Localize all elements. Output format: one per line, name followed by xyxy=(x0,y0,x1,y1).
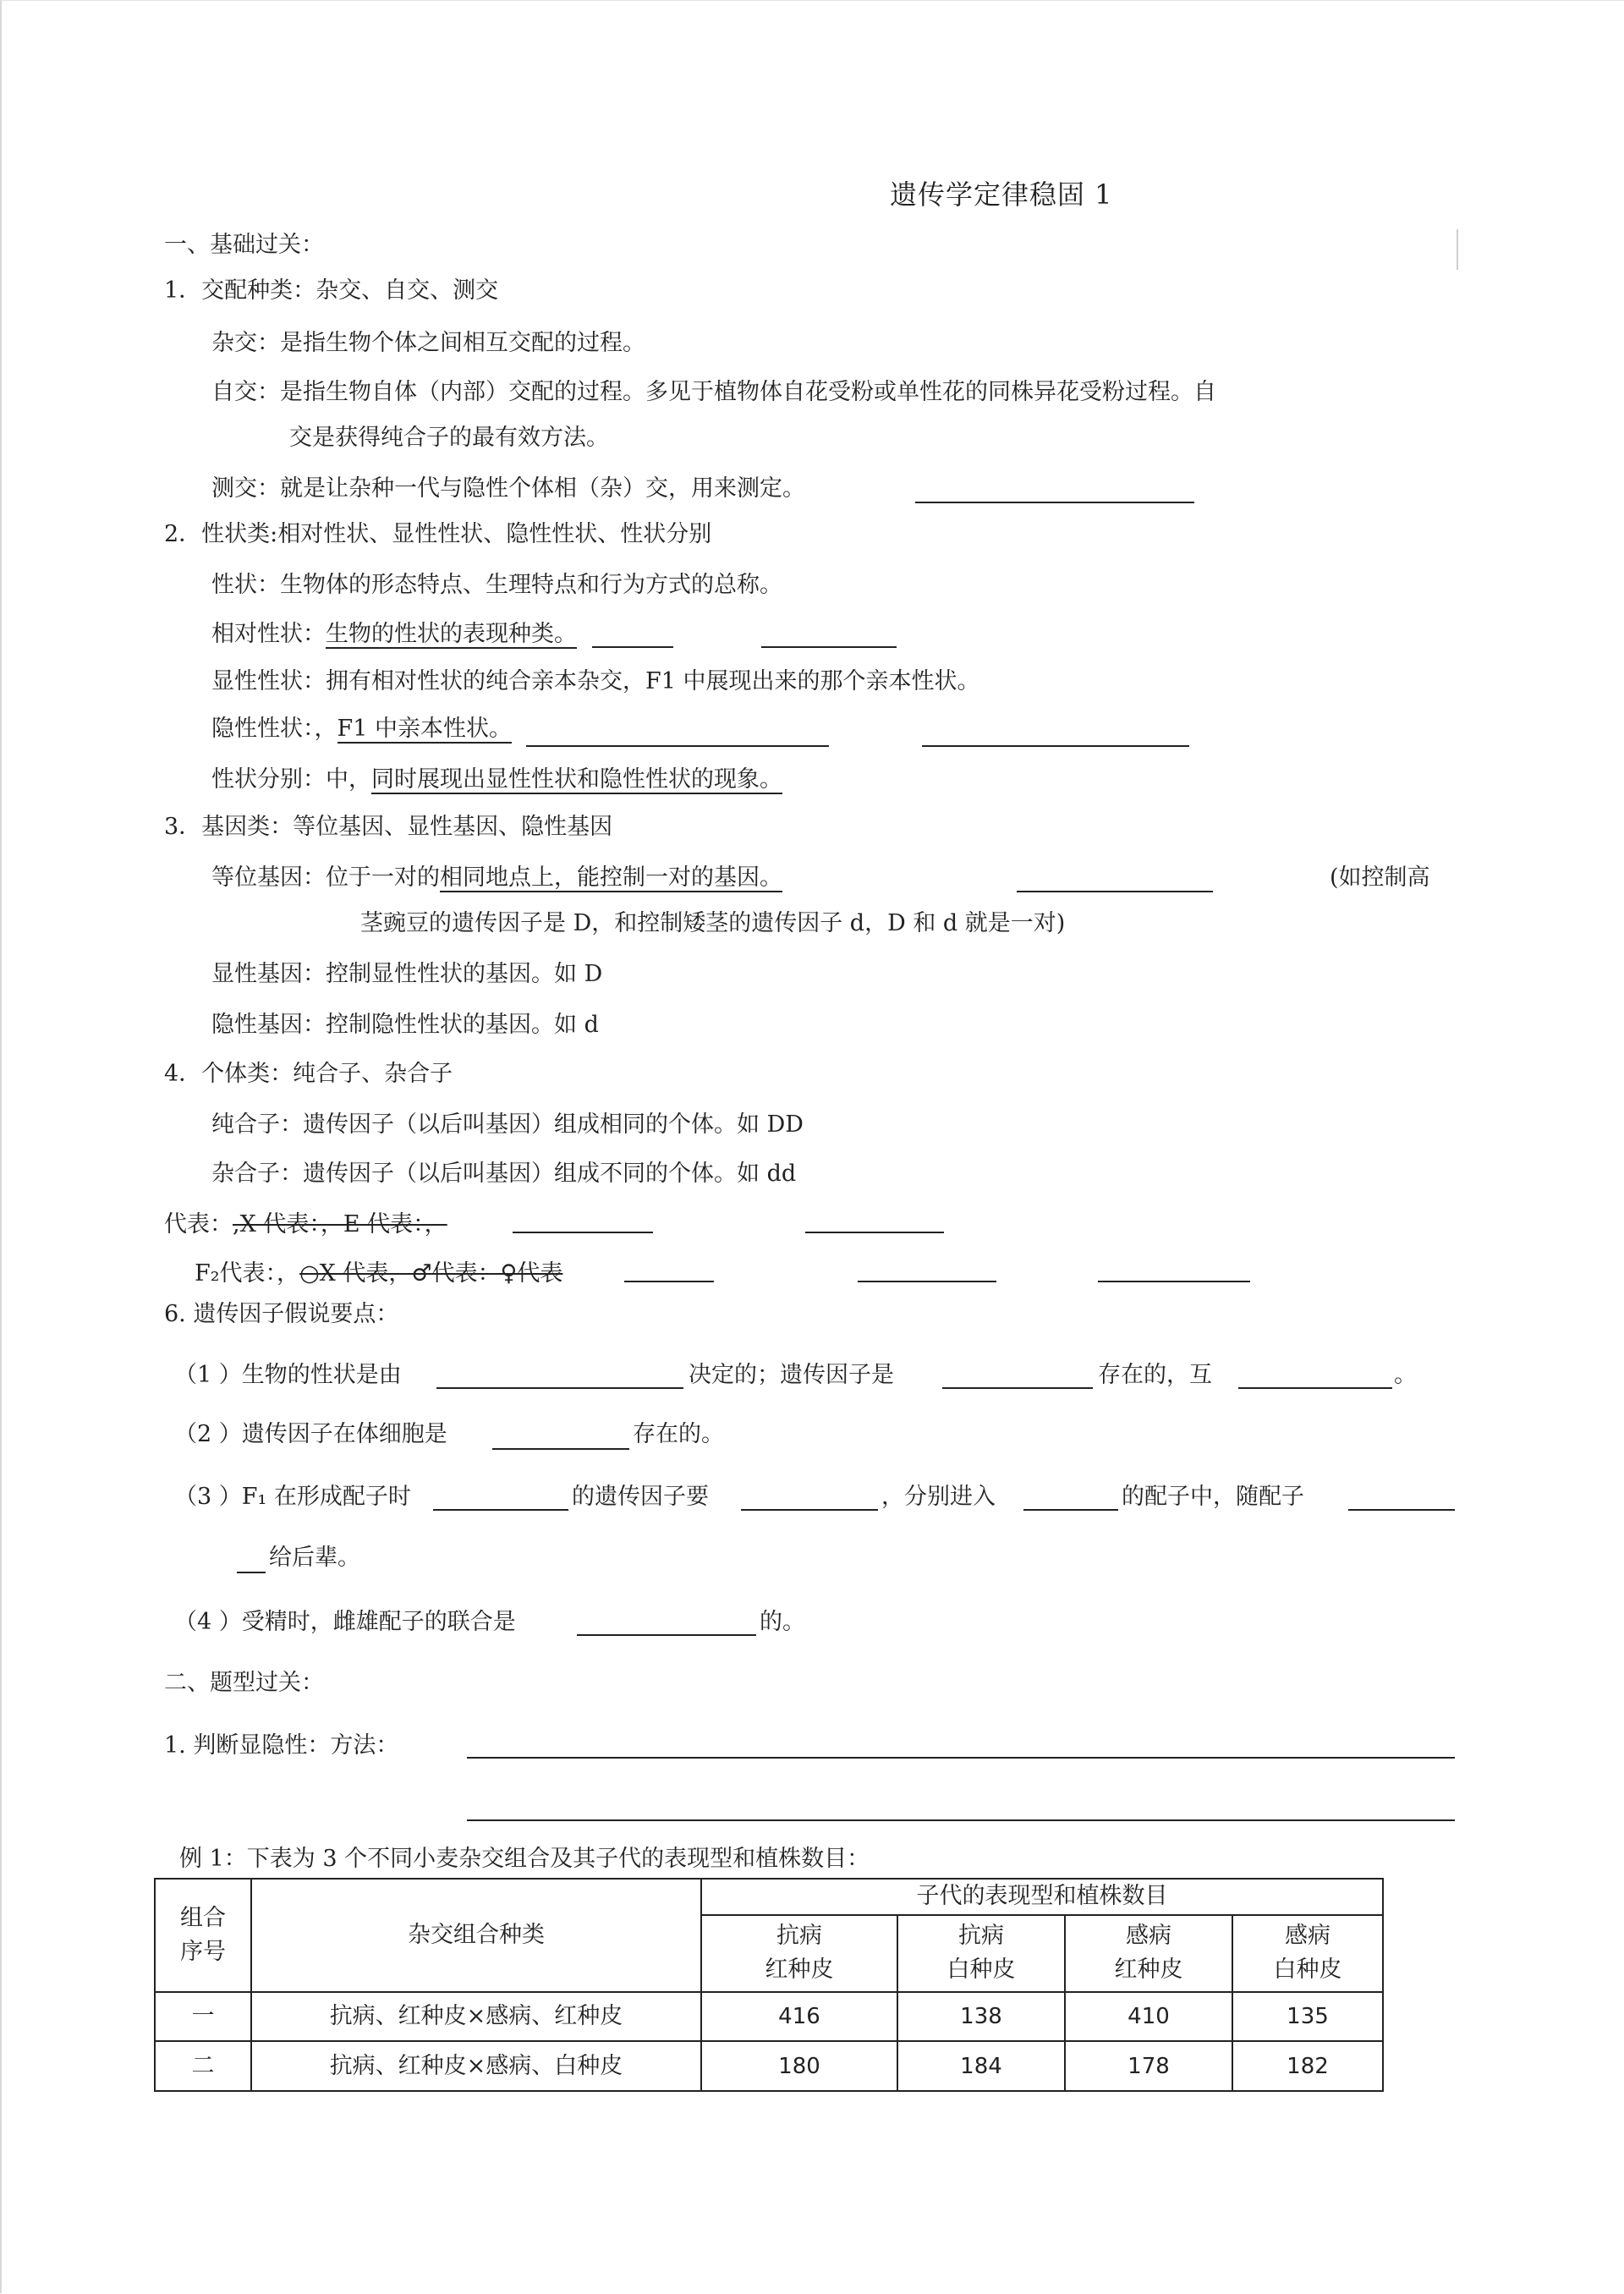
def-xiangdui xyxy=(211,620,577,649)
col-header-2-line1: 抗病 xyxy=(958,1923,1004,1950)
dengwei-text: 相同地点上，能控制一对的基因。 xyxy=(440,864,782,891)
point-3-c: ，分别进入 xyxy=(881,1484,996,1510)
table-row xyxy=(155,2041,1383,2091)
blank-symbol-4[interactable] xyxy=(858,1281,996,1282)
point-3-a: （3 ）F₁ 在形成配子时 xyxy=(174,1484,411,1510)
section-1-heading: 一、基础过关： xyxy=(164,232,324,258)
def-chunhe: 纯合子：遗传因子（以后叫基因）组成相同的个体。如 DD xyxy=(211,1111,804,1138)
point-1-d: 。 xyxy=(1394,1362,1417,1388)
def-xianxing: 显性性状：拥有相对性状的纯合亲本杂交，F1 中展现出来的那个亲本性状。 xyxy=(211,668,980,694)
blank-point-1-b[interactable] xyxy=(942,1387,1093,1389)
row-2-value-2: 184 xyxy=(897,2041,1065,2091)
page-title: 遗传学定律稳固 1 xyxy=(890,178,1113,211)
example-1-intro: 例 1：下表为 3 个不同小麦杂交组合及其子代的表现型和植株数目： xyxy=(179,1846,870,1872)
blank-point-1-a[interactable] xyxy=(436,1387,683,1389)
blank-point-1-c[interactable] xyxy=(1238,1387,1392,1389)
answer-line-1[interactable] xyxy=(467,1757,1455,1759)
def-zijiao-line2: 交是获得纯合子的最有效方法。 xyxy=(289,425,609,451)
item-3-heading: 3．基因类：等位基因、显性基因、隐性基因 xyxy=(164,814,613,840)
dengwei-label: 等位基因：位于一对的 xyxy=(211,864,440,891)
blank-point-4[interactable] xyxy=(577,1634,756,1636)
row-2-id: 二 xyxy=(155,2041,251,2091)
row-2-cross: 抗病、红种皮×感病、白种皮 xyxy=(251,2041,701,2091)
yinxing-text: F1 中亲本性状。 xyxy=(337,716,512,742)
item-2-heading: 2．性状类:相对性状、显性性状、隐性性状、性状分别 xyxy=(164,521,712,547)
symbols-line-2 xyxy=(195,1260,562,1288)
symbols-line-1-text: ,X 代表：，E 代表：， xyxy=(233,1211,447,1238)
blank-xiangdui-2[interactable] xyxy=(761,646,897,648)
symbols-line-2-label: F₂代表：， xyxy=(195,1260,300,1287)
point-3-d: 的配子中，随配子 xyxy=(1122,1484,1304,1510)
row-1-id: 一 xyxy=(155,1992,251,2042)
col-header-1-line2: 红种皮 xyxy=(765,1956,834,1984)
row-2-value-1: 180 xyxy=(701,2041,897,2091)
def-zajiao: 杂交：是指生物个体之间相互交配的过程。 xyxy=(211,330,645,356)
header-cross-type: 杂交组合种类 xyxy=(251,1879,701,1992)
blank-point-3-c[interactable] xyxy=(1023,1509,1118,1511)
col-header-2-line2: 白种皮 xyxy=(946,1956,1016,1984)
def-cejiao: 测交：就是让杂种一代与隐性个体相（杂）交，用来测定。 xyxy=(211,475,805,502)
blank-point-3-e[interactable] xyxy=(237,1572,266,1573)
def-dengwei-line2: 茎豌豆的遗传因子是 D，和控制矮茎的遗传因子 d，D 和 d 就是一对) xyxy=(360,910,1066,936)
row-1-cross: 抗病、红种皮×感病、红种皮 xyxy=(251,1992,701,2042)
col-header-4-line2: 白种皮 xyxy=(1273,1956,1342,1984)
row-2-value-3: 178 xyxy=(1065,2041,1232,2091)
question-1: 1. 判断显隐性：方法： xyxy=(164,1732,399,1759)
fenli-text: 同时展现出显性性状和隐性性状的现象。 xyxy=(371,766,782,793)
table-row xyxy=(155,1992,1383,2042)
def-xingzhuang: 性状：生物体的形态特点、生理特点和行为方式的总称。 xyxy=(211,572,782,598)
header-group-line2: 序号 xyxy=(180,1938,226,1965)
yinxing-label: 隐性性状：， xyxy=(211,716,337,742)
margin-mark xyxy=(1457,229,1458,270)
def-yinxing xyxy=(211,715,512,744)
row-2-value-4: 182 xyxy=(1232,2041,1383,2091)
blank-point-3-d[interactable] xyxy=(1348,1509,1455,1511)
row-1-value-3: 410 xyxy=(1065,1992,1232,2042)
point-1-c: 存在的，互 xyxy=(1098,1362,1212,1388)
point-3-b: 的遗传因子要 xyxy=(572,1484,709,1510)
def-yinxing-jiyin: 隐性基因：控制隐性性状的基因。如 d xyxy=(211,1012,599,1038)
blank-symbol-1[interactable] xyxy=(513,1232,653,1233)
col-header-4-line1: 感病 xyxy=(1285,1923,1330,1950)
row-1-value-4: 135 xyxy=(1232,1992,1383,2042)
col-header-3 xyxy=(1065,1915,1232,1992)
point-4-a: （4 ）受精时，雌雄配子的联合是 xyxy=(174,1609,516,1635)
blank-cejiao[interactable] xyxy=(915,502,1194,503)
def-zahe: 杂合子：遗传因子（以后叫基因）组成不同的个体。如 dd xyxy=(211,1161,797,1187)
dengwei-note: (如控制高 xyxy=(1330,864,1430,891)
point-1-b: 决定的；遗传因子是 xyxy=(689,1362,894,1388)
symbols-line-1-label: 代表： xyxy=(164,1211,233,1238)
point-3-e: 给后辈。 xyxy=(269,1545,360,1571)
def-fenli xyxy=(211,766,782,794)
blank-yinxing-1[interactable] xyxy=(526,745,829,747)
symbols-line-1 xyxy=(164,1210,447,1239)
blank-point-3-a[interactable] xyxy=(433,1509,568,1511)
header-offspring: 子代的表现型和植株数目 xyxy=(701,1879,1383,1915)
def-dengwei xyxy=(211,864,782,892)
header-group-line1: 组合 xyxy=(180,1904,226,1931)
xiangdui-text: 生物的性状的表现种类。 xyxy=(326,621,577,647)
header-group-no xyxy=(155,1879,251,1992)
blank-xiangdui-1[interactable] xyxy=(592,646,673,648)
blank-point-2[interactable] xyxy=(492,1448,629,1450)
col-header-1-line1: 抗病 xyxy=(776,1923,822,1950)
col-header-4 xyxy=(1232,1915,1383,1992)
point-1-a: （1 ）生物的性状是由 xyxy=(174,1362,402,1388)
fenli-label: 性状分别：中， xyxy=(211,766,371,793)
item-6-heading: 6. 遗传因子假说要点： xyxy=(164,1301,399,1327)
symbols-line-2-text: ○X 代表，♂代表：♀代表 xyxy=(299,1260,563,1287)
item-1-heading: 1．交配种类：杂交、自交、测交 xyxy=(164,277,499,304)
blank-symbol-3[interactable] xyxy=(624,1281,714,1282)
row-1-value-2: 138 xyxy=(897,1992,1065,2042)
col-header-3-line1: 感病 xyxy=(1126,1923,1171,1950)
table-header-row xyxy=(155,1879,1383,1915)
point-2-b: 存在的。 xyxy=(633,1421,724,1447)
col-header-1 xyxy=(701,1915,897,1992)
col-header-2 xyxy=(897,1915,1065,1992)
item-4-heading: 4．个体类：纯合子、杂合子 xyxy=(164,1061,453,1087)
row-1-value-1: 416 xyxy=(701,1992,897,2042)
blank-symbol-5[interactable] xyxy=(1098,1281,1250,1282)
blank-dengwei[interactable] xyxy=(1017,891,1213,892)
answer-line-2[interactable] xyxy=(467,1819,1455,1821)
point-2-a: （2 ）遗传因子在体细胞是 xyxy=(174,1421,447,1447)
def-zijiao-line1: 自交：是指生物自体（内部）交配的过程。多见于植物体自花受粉或单性花的同株异花受粉过程。自 xyxy=(211,379,1216,405)
example-table xyxy=(154,1878,1384,2092)
col-header-3-line2: 红种皮 xyxy=(1114,1956,1183,1984)
blank-symbol-2[interactable] xyxy=(805,1232,944,1233)
point-4-b: 的。 xyxy=(760,1609,805,1635)
def-xianxing-jiyin: 显性基因：控制显性性状的基因。如 D xyxy=(211,961,603,987)
xiangdui-label: 相对性状： xyxy=(211,621,326,647)
blank-yinxing-2[interactable] xyxy=(922,745,1189,747)
blank-point-3-b[interactable] xyxy=(741,1509,878,1511)
section-2-heading: 二、题型过关： xyxy=(164,1670,324,1696)
